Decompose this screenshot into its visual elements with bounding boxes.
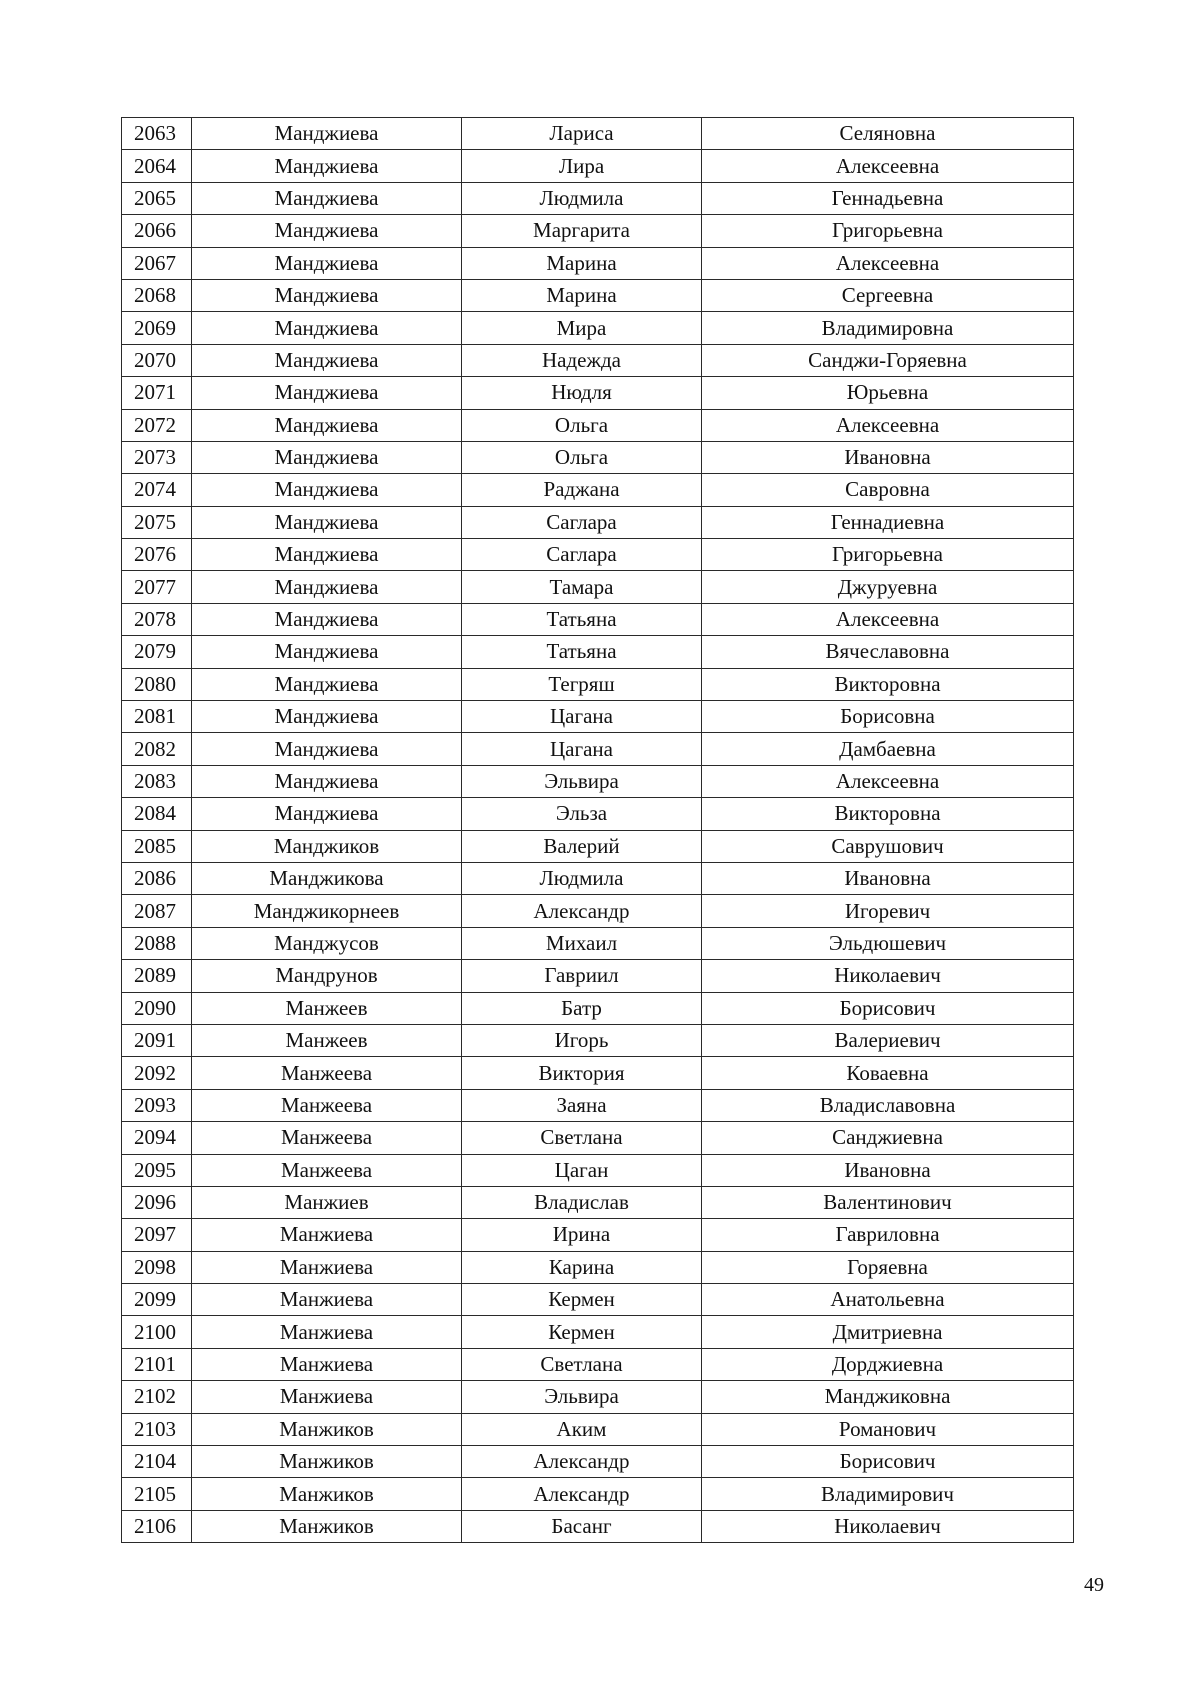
given-name-cell: Цаган [462,1154,702,1186]
record-number-cell: 2068 [122,279,192,311]
patronymic-cell: Саврушович [702,830,1074,862]
record-number-cell: 2087 [122,895,192,927]
record-number-cell: 2095 [122,1154,192,1186]
table-row [122,895,1074,927]
surname-cell: Манджиева [192,247,462,279]
surname-cell: Манжеева [192,1122,462,1154]
patronymic-cell: Эльдюшевич [702,927,1074,959]
given-name-cell: Эльвира [462,765,702,797]
record-number-cell: 2079 [122,636,192,668]
given-name-cell: Цагана [462,733,702,765]
given-name-cell: Батр [462,992,702,1024]
table-row [122,636,1074,668]
table-row [122,733,1074,765]
patronymic-cell: Григорьевна [702,215,1074,247]
surname-cell: Манджусов [192,927,462,959]
surname-cell: Манджиева [192,182,462,214]
given-name-cell: Саглара [462,506,702,538]
record-number-cell: 2076 [122,539,192,571]
table-row [122,1381,1074,1413]
surname-cell: Манджиева [192,118,462,150]
given-name-cell: Александр [462,895,702,927]
record-number-cell: 2086 [122,862,192,894]
table-row [122,506,1074,538]
table-row [122,798,1074,830]
surname-cell: Манжеева [192,1154,462,1186]
table-row [122,182,1074,214]
table-row [122,701,1074,733]
surname-cell: Манжиева [192,1348,462,1380]
surname-cell: Манжеев [192,1024,462,1056]
record-number-cell: 2082 [122,733,192,765]
table-row [122,1413,1074,1445]
given-name-cell: Аким [462,1413,702,1445]
record-number-cell: 2069 [122,312,192,344]
given-name-cell: Марина [462,247,702,279]
record-number-cell: 2066 [122,215,192,247]
record-number-cell: 2091 [122,1024,192,1056]
table-row [122,441,1074,473]
patronymic-cell: Манджиковна [702,1381,1074,1413]
given-name-cell: Светлана [462,1122,702,1154]
table-row [122,1089,1074,1121]
given-name-cell: Людмила [462,182,702,214]
table-row [122,1122,1074,1154]
table-row [122,1446,1074,1478]
given-name-cell: Цагана [462,701,702,733]
surname-cell: Манжеев [192,992,462,1024]
patronymic-cell: Борисович [702,1446,1074,1478]
surname-cell: Манжиева [192,1219,462,1251]
record-number-cell: 2067 [122,247,192,279]
patronymic-cell: Викторовна [702,798,1074,830]
record-number-cell: 2099 [122,1284,192,1316]
table-row [122,279,1074,311]
given-name-cell: Татьяна [462,636,702,668]
table-row [122,1154,1074,1186]
given-name-cell: Ирина [462,1219,702,1251]
table-row [122,927,1074,959]
surname-cell: Манджиева [192,668,462,700]
patronymic-cell: Гавриловна [702,1219,1074,1251]
patronymic-cell: Савровна [702,474,1074,506]
table-row [122,1478,1074,1510]
surname-cell: Манджиева [192,733,462,765]
record-number-cell: 2064 [122,150,192,182]
patronymic-cell: Николаевич [702,1510,1074,1542]
record-number-cell: 2081 [122,701,192,733]
record-number-cell: 2080 [122,668,192,700]
patronymic-cell: Борисовна [702,701,1074,733]
table-row [122,830,1074,862]
table-row [122,312,1074,344]
table-row [122,571,1074,603]
patronymic-cell: Коваевна [702,1057,1074,1089]
page-number: 49 [1084,1574,1104,1596]
given-name-cell: Мира [462,312,702,344]
surname-cell: Манжиева [192,1251,462,1283]
given-name-cell: Татьяна [462,603,702,635]
given-name-cell: Ольга [462,409,702,441]
surname-cell: Манджиева [192,506,462,538]
given-name-cell: Заяна [462,1089,702,1121]
record-number-cell: 2104 [122,1446,192,1478]
record-number-cell: 2106 [122,1510,192,1542]
surname-cell: Манджиева [192,279,462,311]
table-row [122,765,1074,797]
surname-cell: Манжиков [192,1510,462,1542]
record-number-cell: 2088 [122,927,192,959]
patronymic-cell: Ивановна [702,1154,1074,1186]
table-row [122,992,1074,1024]
patronymic-cell: Владиславовна [702,1089,1074,1121]
given-name-cell: Ольга [462,441,702,473]
record-number-cell: 2073 [122,441,192,473]
given-name-cell: Басанг [462,1510,702,1542]
patronymic-cell: Вячеславовна [702,636,1074,668]
given-name-cell: Карина [462,1251,702,1283]
record-number-cell: 2070 [122,344,192,376]
table-row [122,344,1074,376]
surname-cell: Манджиева [192,701,462,733]
table-row [122,1186,1074,1218]
patronymic-cell: Ивановна [702,862,1074,894]
record-number-cell: 2097 [122,1219,192,1251]
patronymic-cell: Владимирович [702,1478,1074,1510]
table-row [122,409,1074,441]
surname-cell: Манжеева [192,1089,462,1121]
surname-cell: Манджиева [192,344,462,376]
surname-cell: Манжиев [192,1186,462,1218]
given-name-cell: Владислав [462,1186,702,1218]
surname-cell: Манджиков [192,830,462,862]
patronymic-cell: Геннадьевна [702,182,1074,214]
patronymic-cell: Селяновна [702,118,1074,150]
given-name-cell: Саглара [462,539,702,571]
surname-cell: Манджиева [192,603,462,635]
record-number-cell: 2098 [122,1251,192,1283]
patronymic-cell: Анатольевна [702,1284,1074,1316]
table-row [122,1251,1074,1283]
table-row [122,118,1074,150]
patronymic-cell: Дорджиевна [702,1348,1074,1380]
table-row [122,603,1074,635]
patronymic-cell: Сергеевна [702,279,1074,311]
table-row [122,215,1074,247]
record-number-cell: 2075 [122,506,192,538]
table-row [122,377,1074,409]
record-number-cell: 2078 [122,603,192,635]
patronymic-cell: Алексеевна [702,150,1074,182]
patronymic-cell: Борисович [702,992,1074,1024]
surname-cell: Манджиева [192,765,462,797]
table-row [122,668,1074,700]
given-name-cell: Раджана [462,474,702,506]
surname-cell: Манджиева [192,215,462,247]
record-number-cell: 2074 [122,474,192,506]
given-name-cell: Александр [462,1478,702,1510]
patronymic-cell: Алексеевна [702,247,1074,279]
given-name-cell: Надежда [462,344,702,376]
record-number-cell: 2101 [122,1348,192,1380]
given-name-cell: Игорь [462,1024,702,1056]
given-name-cell: Лариса [462,118,702,150]
record-number-cell: 2102 [122,1381,192,1413]
surname-cell: Манджиева [192,312,462,344]
record-number-cell: 2093 [122,1089,192,1121]
table-row [122,1024,1074,1056]
record-number-cell: 2063 [122,118,192,150]
surname-cell: Манжиков [192,1413,462,1445]
record-number-cell: 2089 [122,960,192,992]
table-row [122,862,1074,894]
surname-cell: Манжиков [192,1446,462,1478]
surname-cell: Манджиева [192,636,462,668]
surname-cell: Манджиева [192,571,462,603]
patronymic-cell: Алексеевна [702,409,1074,441]
surname-cell: Манджиева [192,377,462,409]
table-row [122,150,1074,182]
surname-cell: Манджиева [192,474,462,506]
given-name-cell: Кермен [462,1316,702,1348]
given-name-cell: Валерий [462,830,702,862]
table-row [122,247,1074,279]
record-number-cell: 2103 [122,1413,192,1445]
given-name-cell: Александр [462,1446,702,1478]
given-name-cell: Кермен [462,1284,702,1316]
patronymic-cell: Горяевна [702,1251,1074,1283]
patronymic-cell: Юрьевна [702,377,1074,409]
table-row [122,1510,1074,1542]
patronymic-cell: Викторовна [702,668,1074,700]
record-number-cell: 2096 [122,1186,192,1218]
table-row [122,474,1074,506]
patronymic-cell: Алексеевна [702,603,1074,635]
given-name-cell: Тегряш [462,668,702,700]
patronymic-cell: Дамбаевна [702,733,1074,765]
patronymic-cell: Валериевич [702,1024,1074,1056]
given-name-cell: Светлана [462,1348,702,1380]
table-row [122,1284,1074,1316]
record-number-cell: 2065 [122,182,192,214]
patronymic-cell: Джуруевна [702,571,1074,603]
table-row [122,539,1074,571]
given-name-cell: Нюдля [462,377,702,409]
surname-cell: Манджиева [192,441,462,473]
patronymic-cell: Романович [702,1413,1074,1445]
patronymic-cell: Валентинович [702,1186,1074,1218]
record-number-cell: 2094 [122,1122,192,1154]
surname-cell: Манжиков [192,1478,462,1510]
surname-cell: Манжиева [192,1381,462,1413]
patronymic-cell: Ивановна [702,441,1074,473]
patronymic-cell: Геннадиевна [702,506,1074,538]
surname-cell: Манджиева [192,539,462,571]
table-row [122,1316,1074,1348]
record-number-cell: 2100 [122,1316,192,1348]
record-number-cell: 2084 [122,798,192,830]
patronymic-cell: Игоревич [702,895,1074,927]
given-name-cell: Марина [462,279,702,311]
given-name-cell: Маргарита [462,215,702,247]
patronymic-cell: Владимировна [702,312,1074,344]
record-number-cell: 2083 [122,765,192,797]
record-number-cell: 2105 [122,1478,192,1510]
patronymic-cell: Санджи-Горяевна [702,344,1074,376]
surname-cell: Манджиева [192,798,462,830]
table-row [122,1219,1074,1251]
table-row [122,960,1074,992]
patronymic-cell: Санджиевна [702,1122,1074,1154]
registry-body [122,118,1074,1543]
given-name-cell: Михаил [462,927,702,959]
given-name-cell: Лира [462,150,702,182]
patronymic-cell: Дмитриевна [702,1316,1074,1348]
record-number-cell: 2077 [122,571,192,603]
record-number-cell: 2090 [122,992,192,1024]
table-row [122,1057,1074,1089]
given-name-cell: Гавриил [462,960,702,992]
name-registry-table [121,117,1074,1543]
record-number-cell: 2072 [122,409,192,441]
given-name-cell: Виктория [462,1057,702,1089]
surname-cell: Мандрунов [192,960,462,992]
table-row [122,1348,1074,1380]
surname-cell: Манжеева [192,1057,462,1089]
patronymic-cell: Алексеевна [702,765,1074,797]
surname-cell: Манжиева [192,1316,462,1348]
record-number-cell: 2085 [122,830,192,862]
surname-cell: Манджиева [192,150,462,182]
given-name-cell: Эльвира [462,1381,702,1413]
surname-cell: Манджикова [192,862,462,894]
record-number-cell: 2092 [122,1057,192,1089]
patronymic-cell: Николаевич [702,960,1074,992]
surname-cell: Манжиева [192,1284,462,1316]
surname-cell: Манджикорнеев [192,895,462,927]
patronymic-cell: Григорьевна [702,539,1074,571]
given-name-cell: Людмила [462,862,702,894]
record-number-cell: 2071 [122,377,192,409]
given-name-cell: Эльза [462,798,702,830]
surname-cell: Манджиева [192,409,462,441]
given-name-cell: Тамара [462,571,702,603]
